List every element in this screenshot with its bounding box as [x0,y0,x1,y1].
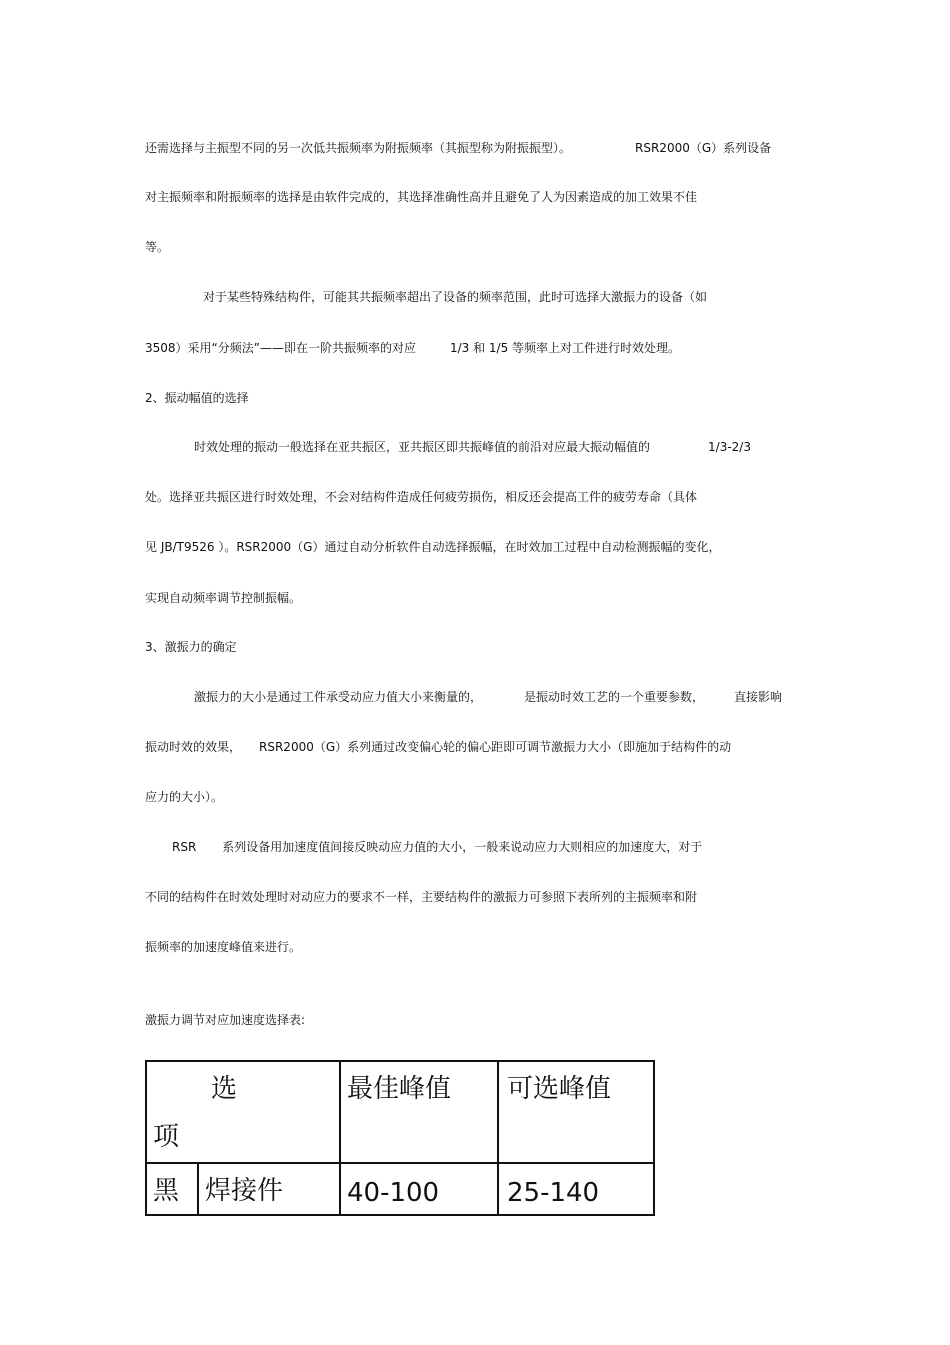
row-best-peak: 40-100 [340,1163,498,1215]
paragraph-line: 激振力的大小是通过工件承受动应力值大小来衡量的， 是振动时效工艺的一个重要参数， 直接影响 [194,690,783,704]
header-optional-peak: 可选峰值 [498,1061,654,1163]
table-header-row [146,1061,654,1163]
paragraph-line: 3508）采用“分频法”——即在一阶共振频率的对应 1/3 和 1/5 等频率上对工件进行时效处理。 [145,341,681,355]
row-group: 黑 [146,1163,198,1215]
paragraph-line: 处。选择亚共振区进行时效处理，不会对结构件造成任何疲劳损伤，相反还会提高工件的疲劳寿命（具体 [145,490,698,504]
paragraph-line: 等。 [145,240,170,254]
row-optional-peak: 25-140 [498,1163,654,1215]
header-best-peak: 最佳峰值 [340,1061,498,1163]
table-row [146,1163,654,1215]
section-heading: 3、激振力的确定 [145,640,237,654]
paragraph-line: 见 JB/T9526 ）。RSR2000（G）通过自动分析软件自动选择振幅，在时效加工过程中自动检测振幅的变化， [145,540,721,554]
paragraph-line: 对于某些特殊结构件，可能其共振频率超出了设备的频率范围，此时可选择大激振力的设备（如 [203,290,708,304]
section-heading: 2、振动幅值的选择 [145,391,249,405]
paragraph-line: 振频率的加速度峰值来进行。 [145,940,302,954]
paragraph-line: 时效处理的振动一般选择在亚共振区，亚共振区即共振峰值的前沿对应最大振动幅值的 1/3-2/3 [194,440,751,454]
paragraph-line: 振动时效的效果， RSR2000（G）系列通过改变偏心轮的偏心距即可调节激振力大小（即施加于结构件的动 [145,740,732,754]
paragraph-line: 实现自动频率调节控制振幅。 [145,591,302,605]
header-option: 选 项 [146,1061,340,1163]
paragraph-line: 对主振频率和附振频率的选择是由软件完成的，其选择准确性高并且避免了人为因素造成的加工效果不佳 [145,190,698,204]
paragraph-line: 不同的结构件在时效处理时对动应力的要求不一样，主要结构件的激振力可参照下表所列的主振频率和附 [145,890,698,904]
row-item: 焊接件 [198,1163,340,1215]
acceleration-selection-table [145,1060,655,1216]
table-caption: 激振力调节对应加速度选择表: [145,1013,306,1027]
paragraph-line: 应力的大小）。 [145,790,224,804]
paragraph-line: RSR 系列设备用加速度值间接反映动应力值的大小，一般来说动应力大则相应的加速度大，对于 [172,840,703,854]
paragraph-line: 还需选择与主振型不同的另一次低共振频率为附振频率（其振型称为附振振型）。 RSR2000（G）系列设备 [145,141,772,155]
